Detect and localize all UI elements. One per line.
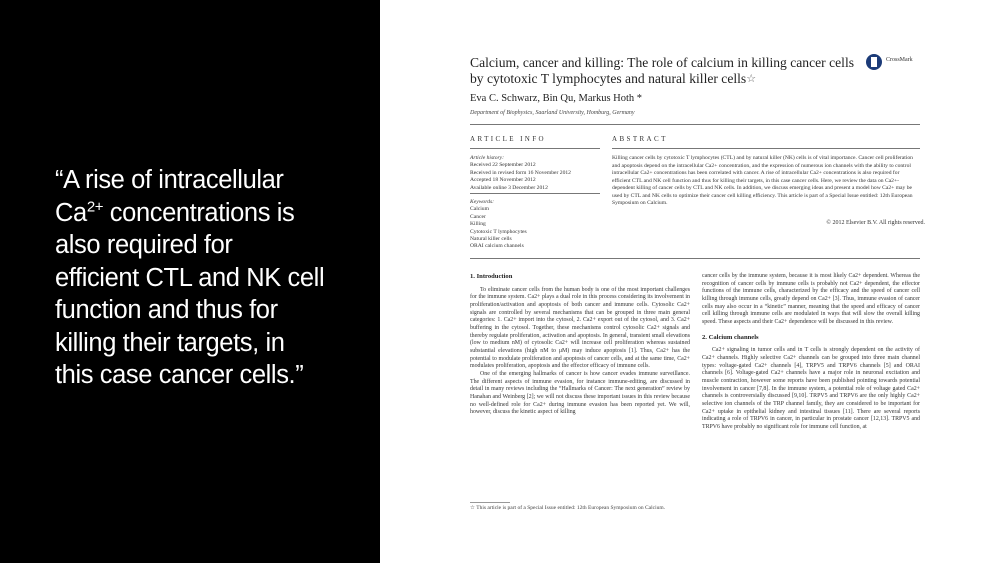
- column-left: [470, 273, 690, 417]
- body-paragraph: cancer cells by the immune system, because it is most likely Ca2+ dependent. Whereas the recognition of cancer cells by immune cells is probably not Ca2+ dependent, the effector functions of the immune cells, characterized by the efficacy and the speed of cancer cell killing through immune cells, greatly depend on Ca2+ [3]. Thus, immune evasion of cancer cells may also occur in a “kinetic” manner, meaning that the speed and efficacy of cancer cell killing through immune cells are modulated in ways that will slow the overall killing speed. These aspects and their Ca2+ dependence will be discussed in this review.: [702, 273, 920, 325]
- quote-ca-rest: concentrations is: [103, 198, 295, 227]
- crossmark-icon: [866, 54, 882, 70]
- quote-line: killing their targets, in: [55, 328, 285, 357]
- divider: [470, 124, 920, 125]
- history-item: Available online 3 December 2012: [470, 184, 548, 191]
- copyright: © 2012 Elsevier B.V. All rights reserved.: [826, 220, 925, 226]
- quote-line: [55, 197, 373, 230]
- divider: [470, 148, 600, 149]
- intro-heading: 1. Introduction: [470, 273, 513, 280]
- history-item: Accepted 18 November 2012: [470, 177, 536, 184]
- article-info-heading: ARTICLE INFO: [470, 135, 547, 143]
- keyword: ORAI calcium channels: [470, 243, 524, 250]
- paper-title: [470, 55, 860, 87]
- history-heading: Article history:: [470, 155, 505, 161]
- quote-line: this case cancer cells.”: [55, 361, 304, 389]
- keywords-heading: Keywords:: [470, 199, 495, 205]
- keywords: [470, 199, 527, 251]
- keyword: Natural killer cells: [470, 236, 512, 243]
- quote-line: efficient CTL and NK cell: [55, 263, 325, 292]
- history-item: Received in revised form 16 November 2012: [470, 169, 571, 176]
- title-star-icon: ☆: [746, 73, 757, 85]
- quote-superscript: 2+: [86, 198, 104, 215]
- keyword: Cytotoxic T lymphocytes: [470, 228, 527, 235]
- paper-authors: Eva C. Schwarz, Bin Qu, Markus Hoth *: [470, 93, 643, 104]
- crossmark-label: CrossMark: [886, 57, 913, 63]
- quote-panel: [0, 0, 380, 563]
- intro-paragraph: One of the emerging hallmarks of cancer is how cancer evades immune surveillance. The different aspects of immune evasion, for instance immune-editing, are discussed in detail in many reviews including the “Hallmarks of Cancer: The next generation” review by Hanahan and Weinberg [2]; we will not discuss these important issues in this review because no well-defined role for Ca2+ during immune evasion has been reported yet. We will, however, discuss the kinetic aspect of killing: [470, 370, 690, 416]
- quote-line: also required for: [55, 231, 233, 259]
- paper-page: [380, 0, 1000, 563]
- footnote: ☆ This article is part of a Special Issue entitled: 12th European Symposium on Calcium.: [470, 505, 666, 511]
- quote-line: function and thus for: [55, 296, 278, 324]
- footnote-divider: [470, 502, 510, 503]
- article-history: [470, 155, 571, 192]
- history-item: Received 22 September 2012: [470, 162, 536, 169]
- title-line-2: by cytotoxic T lymphocytes and natural killer cells: [470, 71, 747, 86]
- quote-ca: Ca: [55, 198, 87, 227]
- channels-heading: 2. Calcium channels: [702, 333, 759, 341]
- quote-line: “A rise of intracellular: [55, 166, 284, 194]
- paper-affiliation: Department of Biophysics, Saarland University, Homburg, Germany: [470, 110, 635, 116]
- abstract-heading: ABSTRACT: [612, 135, 668, 143]
- divider: [470, 193, 600, 194]
- body-paragraph: Ca2+ signaling in tumor cells and in T cells is strongly dependent on the activity of Ca2+ channels. Highly selective Ca2+ channels can be grouped into three main channel types: voltage-gated Ca2+ channels [4], TRPV5 and TRPV6 channels [5] and ORAI channels [6]. Voltage-gated Ca2+ channels have a major role in neuronal excitation and muscle contraction, however some reports have been published pointing towards potential involvement in cancer [7,8]. In the immune system, a potential role of voltage gated Ca2+ channels is controversially discussed [9,10]. TRPV5 and TRPV6 are the only highly Ca2+ selective ion channels of the TRP channel family, they are considered to be important for Ca2+ uptake in epithelial kidney and intestinal tissues [11]. There are several reports indicating a role of TRPV6 in cancer, in particular in prostate cancer [12,13]. TRPV5 and TRPV6 have probably no significant role for immune cell function, at: [702, 347, 920, 430]
- title-line-1: Calcium, cancer and killing: The role of calcium in killing cancer cells: [470, 55, 855, 70]
- divider: [470, 258, 920, 259]
- keyword: Calcium: [470, 206, 489, 213]
- pull-quote: [55, 164, 373, 392]
- keyword: Killing: [470, 221, 486, 228]
- abstract-text: Killing cancer cells by cytotoxic T lymphocytes (CTL) and by natural killer (NK) cells is of vital importance. Cancer cell proliferation and apoptosis depend on the intracellular Ca2+ concentration, and the expression of numerous ion channels with the ability to control intracellular Ca2+ concentrations has been correlated with cancer. A rise of intracellular Ca2+ concentrations is also required for efficient CTL and NK cell function and thus for killing their targets, in this case cancer cells. Here, we review the data on Ca2+-dependent killing of cancer cells by CTL and NK cells. In addition, we discuss emerging ideas and present a model how Ca2+ may be used by CTL and NK cells to optimize their cancer cell killing efficiency. This article is part of a Special Issue entitled: 12th European Symposium on Calcium.: [612, 155, 913, 207]
- keyword: Cancer: [470, 213, 486, 220]
- intro-paragraph: To eliminate cancer cells from the human body is one of the most important challenges for the immune system. Ca2+ plays a dual role in this process considering its involvement in proliferation/activation and apoptosis of both cancer and immune cells. Cytosolic Ca2+ signals are controlled by several mechanisms that can be grouped in three main general categories: 1. Ca2+ import into the cytosol, 2. Ca2+ export out of the cytosol, and 3. Ca2+ buffering in the cytosol. Together, these mechanisms control cytosolic Ca2+ signals and thereby regulate proliferation, activation and apoptosis. In general, transient small elevations (low to medium nM) of cytosolic Ca2+ will increase cell proliferation whereas sustained substantial elevations (high nM to μM) may induce apoptosis [1]. Thus, Ca2+ has the potential to modulate proliferation and apoptosis of cancer cells, and at the same time, Ca2+ modulates proliferation, apoptosis and the effector efficacy of immune cells.: [470, 286, 690, 370]
- column-right: [702, 273, 920, 431]
- divider: [612, 148, 920, 149]
